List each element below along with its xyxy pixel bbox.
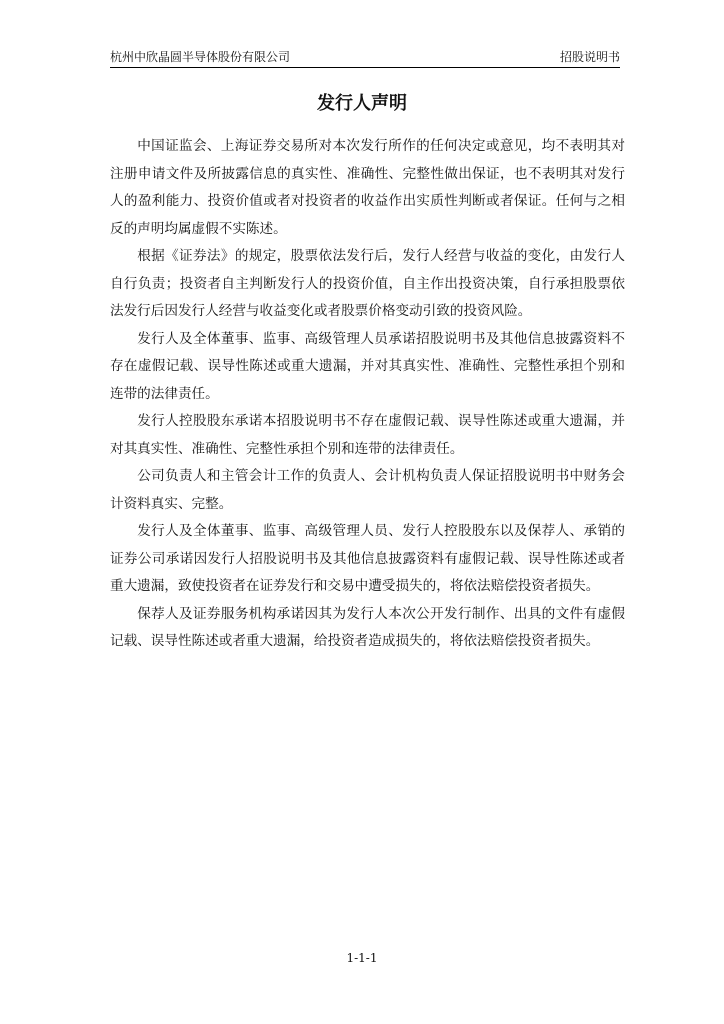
page-title: 发行人声明	[317, 93, 407, 114]
paragraph-investment-risk: 根据《证券法》的规定，股票依法发行后，发行人经营与收益的变化，由发行人自行负责；投资者自主判断发行人的投资价值，自主作出投资决策，自行承担股票依法发行后因发行人经营与收益变化或者股票价格变动引致的投资风险。	[110, 248, 625, 319]
page-number: 1-1-1	[346, 951, 378, 965]
paragraph-sponsor-commitment: 保荐人及证券服务机构承诺因其为发行人本次公开发行制作、出具的文件有虚假记载、误导性陈述或者重大遗漏，给投资者造成损失的，将依法赔偿投资者损失。	[110, 605, 625, 649]
header-company-name: 杭州中欣晶圆半导体股份有限公司	[110, 50, 291, 64]
paragraph-board-commitment: 发行人及全体董事、监事、高级管理人员承诺招股说明书及其他信息披露资料不存在虚假记载、误导性陈述或重大遗漏，并对其真实性、准确性、完整性承担个别和连带的法律责任。	[110, 330, 625, 402]
header-document-type: 招股说明书	[559, 50, 620, 64]
paragraph-financial-accuracy: 公司负责人和主管会计工作的负责人、会计机构负责人保证招股说明书中财务会计资料真实、完整。	[110, 468, 625, 512]
page-header	[110, 50, 620, 68]
paragraph-regulator-disclaimer: 中国证监会、上海证券交易所对本次发行所作的任何决定或意见，均不表明其对注册申请文件及所披露信息的真实性、准确性、完整性做出保证，也不表明其对发行人的盈利能力、投资价值或者对投资者的收益作出实质性判断或者保证。任何与之相反的声明均属虚假不实陈述。	[110, 138, 625, 237]
paragraph-compensation-commitment: 发行人及全体董事、监事、高级管理人员、发行人控股股东以及保荐人、承销的证券公司承诺因发行人招股说明书及其他信息披露资料有虚假记载、误导性陈述或者重大遗漏，致使投资者在证券发行和交易中遭受损失的，将依法赔偿投资者损失。	[110, 523, 625, 594]
paragraph-controlling-shareholder-commitment: 发行人控股股东承诺本招股说明书不存在虚假记载、误导性陈述或重大遗漏，并对其真实性、准确性、完整性承担个别和连带的法律责任。	[110, 413, 625, 457]
statement-body	[110, 133, 625, 656]
